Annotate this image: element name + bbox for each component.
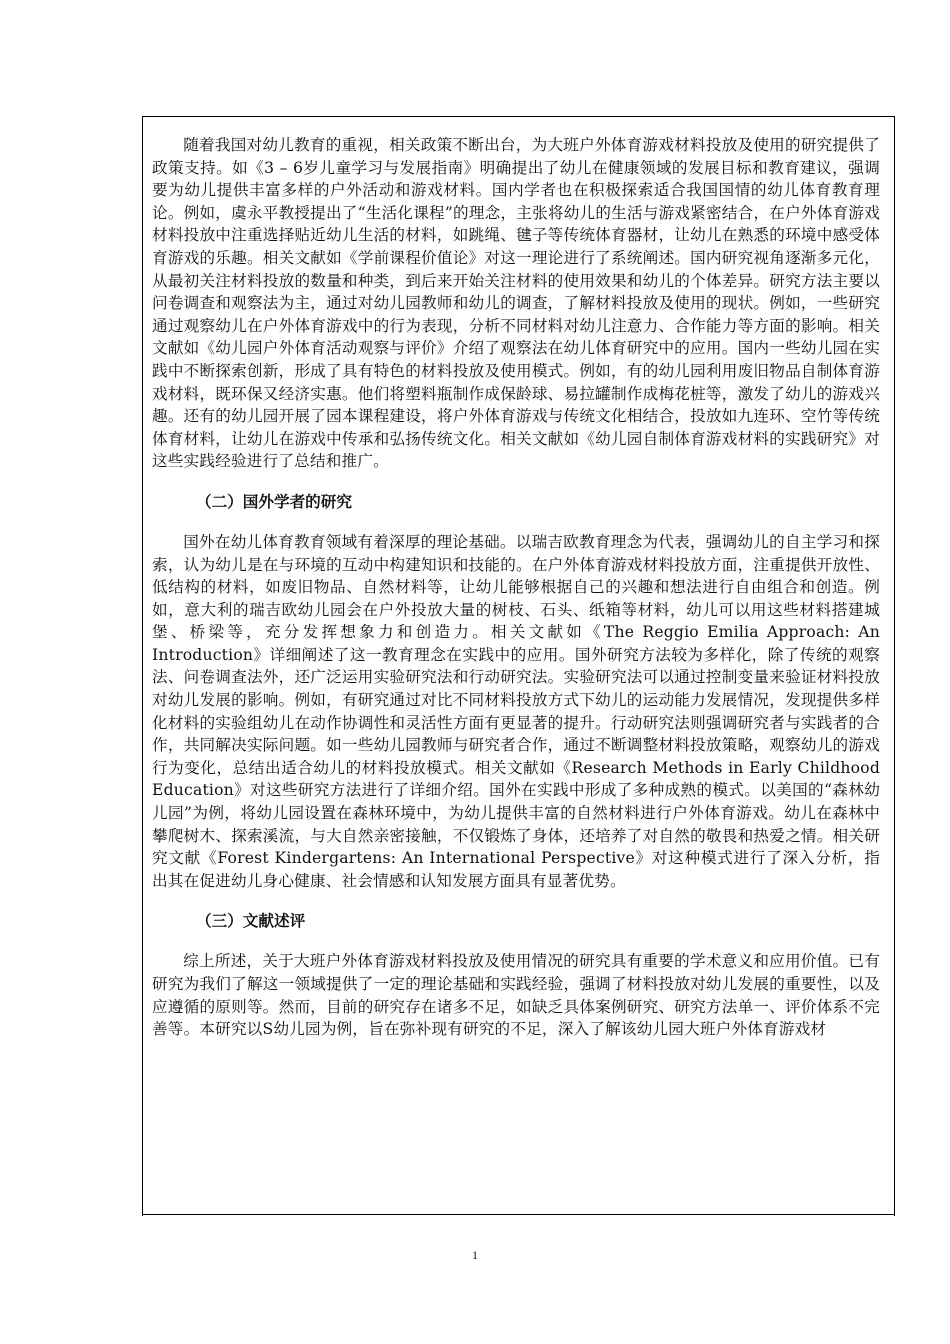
document-body: [152, 134, 880, 1041]
section-heading-foreign-research: （二）国外学者的研究: [196, 492, 352, 511]
section-heading-literature-review: （三）文献述评: [196, 912, 306, 931]
paragraph-domestic-research: 随着我国对幼儿教育的重视，相关政策不断出台，为大班户外体育游戏材料投放及使用的研究提供了政策支持。如《3 – 6岁儿童学习与发展指南》明确提出了幼儿在健康领域的发展目标和教育建议，强调要为幼儿提供丰富多样的户外活动和游戏材料。国内学者也在积极探索适合我国国情的幼儿体育教育理论。例如，虞永平教授提出了“生活化课程”的理念，主张将幼儿的生活与游戏紧密结合，在户外体育游戏材料投放中注重选择贴近幼儿生活的材料，如跳绳、毽子等传统体育器材，让幼儿在熟悉的环境中感受体育游戏的乐趣。相关文献如《学前课程价值论》对这一理论进行了系统阐述。国内研究视角逐渐多元化，从最初关注材料投放的数量和种类，到后来开始关注材料的使用效果和幼儿的个体差异。研究方法主要以问卷调查和观察法为主，通过对幼儿园教师和幼儿的调查，了解材料投放及使用的现状。例如，一些研究通过观察幼儿在户外体育游戏中的行为表现，分析不同材料对幼儿注意力、合作能力等方面的影响。相关文献如《幼儿园户外体育活动观察与评价》介绍了观察法在幼儿体育研究中的应用。国内一些幼儿园在实践中不断探索创新，形成了具有特色的材料投放及使用模式。例如，有的幼儿园利用废旧物品自制体育游戏材料，既环保又经济实惠。他们将塑料瓶制作成保龄球、易拉罐制作成梅花桩等，激发了幼儿的游戏兴趣。还有的幼儿园开展了园本课程建设，将户外体育游戏与传统文化相结合，投放如九连环、空竹等传统体育材料，让幼儿在游戏中传承和弘扬传统文化。相关文献如《幼儿园自制体育游戏材料的实践研究》对这些实践经验进行了总结和推广。: [152, 136, 880, 471]
frame-bottom-rule: [142, 1214, 895, 1215]
paragraph-literature-review: 综上所述，关于大班户外体育游戏材料投放及使用情况的研究具有重要的学术意义和应用价值。已有研究为我们了解这一领域提供了一定的理论基础和实践经验，强调了材料投放对幼儿发展的重要性，以及应遵循的原则等。然而，目前的研究存在诸多不足，如缺乏具体案例研究、研究方法单一、评价体系不完善等。本研究以S幼儿园为例，旨在弥补现有研究的不足，深入了解该幼儿园大班户外体育游戏材: [152, 952, 880, 1039]
page-number: 1: [472, 1248, 478, 1262]
paragraph-foreign-research: 国外在幼儿体育教育领域有着深厚的理论基础。以瑞吉欧教育理念为代表，强调幼儿的自主学习和探索，认为幼儿是在与环境的互动中构建知识和技能的。在户外体育游戏材料投放方面，注重提供开放性、低结构的材料，如废旧物品、自然材料等，让幼儿能够根据自己的兴趣和想法进行自由组合和创造。例如，意大利的瑞吉欧幼儿园会在户外投放大量的树枝、石头、纸箱等材料，幼儿可以用这些材料搭建城堡、桥梁等，充分发挥想象力和创造力。相关文献如《The Reggio Emilia Approach: An Introduction》详细阐述了这一教育理念在实践中的应用。国外研究方法较为多样化，除了传统的观察法、问卷调查法外，还广泛运用实验研究法和行动研究法。实验研究法可以通过控制变量来验证材料投放对幼儿发展的影响。例如，有研究通过对比不同材料投放方式下幼儿的运动能力发展情况，发现提供多样化材料的实验组幼儿在动作协调性和灵活性方面有更显著的提升。行动研究法则强调研究者与实践者的合作，共同解决实际问题。如一些幼儿园教师与研究者合作，通过不断调整材料投放策略，观察幼儿的游戏行为变化，总结出适合幼儿的材料投放模式。相关文献如《Research Methods in Early Childhood Education》对这些研究方法进行了详细介绍。国外在实践中形成了多种成熟的模式。以美国的“森林幼儿园”为例，将幼儿园设置在森林环境中，为幼儿提供丰富的自然材料进行户外体育游戏。幼儿在森林中攀爬树木、探索溪流，与大自然亲密接触，不仅锻炼了身体，还培养了对自然的敬畏和热爱之情。相关研究文献《Forest Kindergartens: An International Perspective》对这种模式进行了深入分析，指出其在促进幼儿身心健康、社会情感和认知发展方面具有显著优势。: [152, 532, 880, 890]
